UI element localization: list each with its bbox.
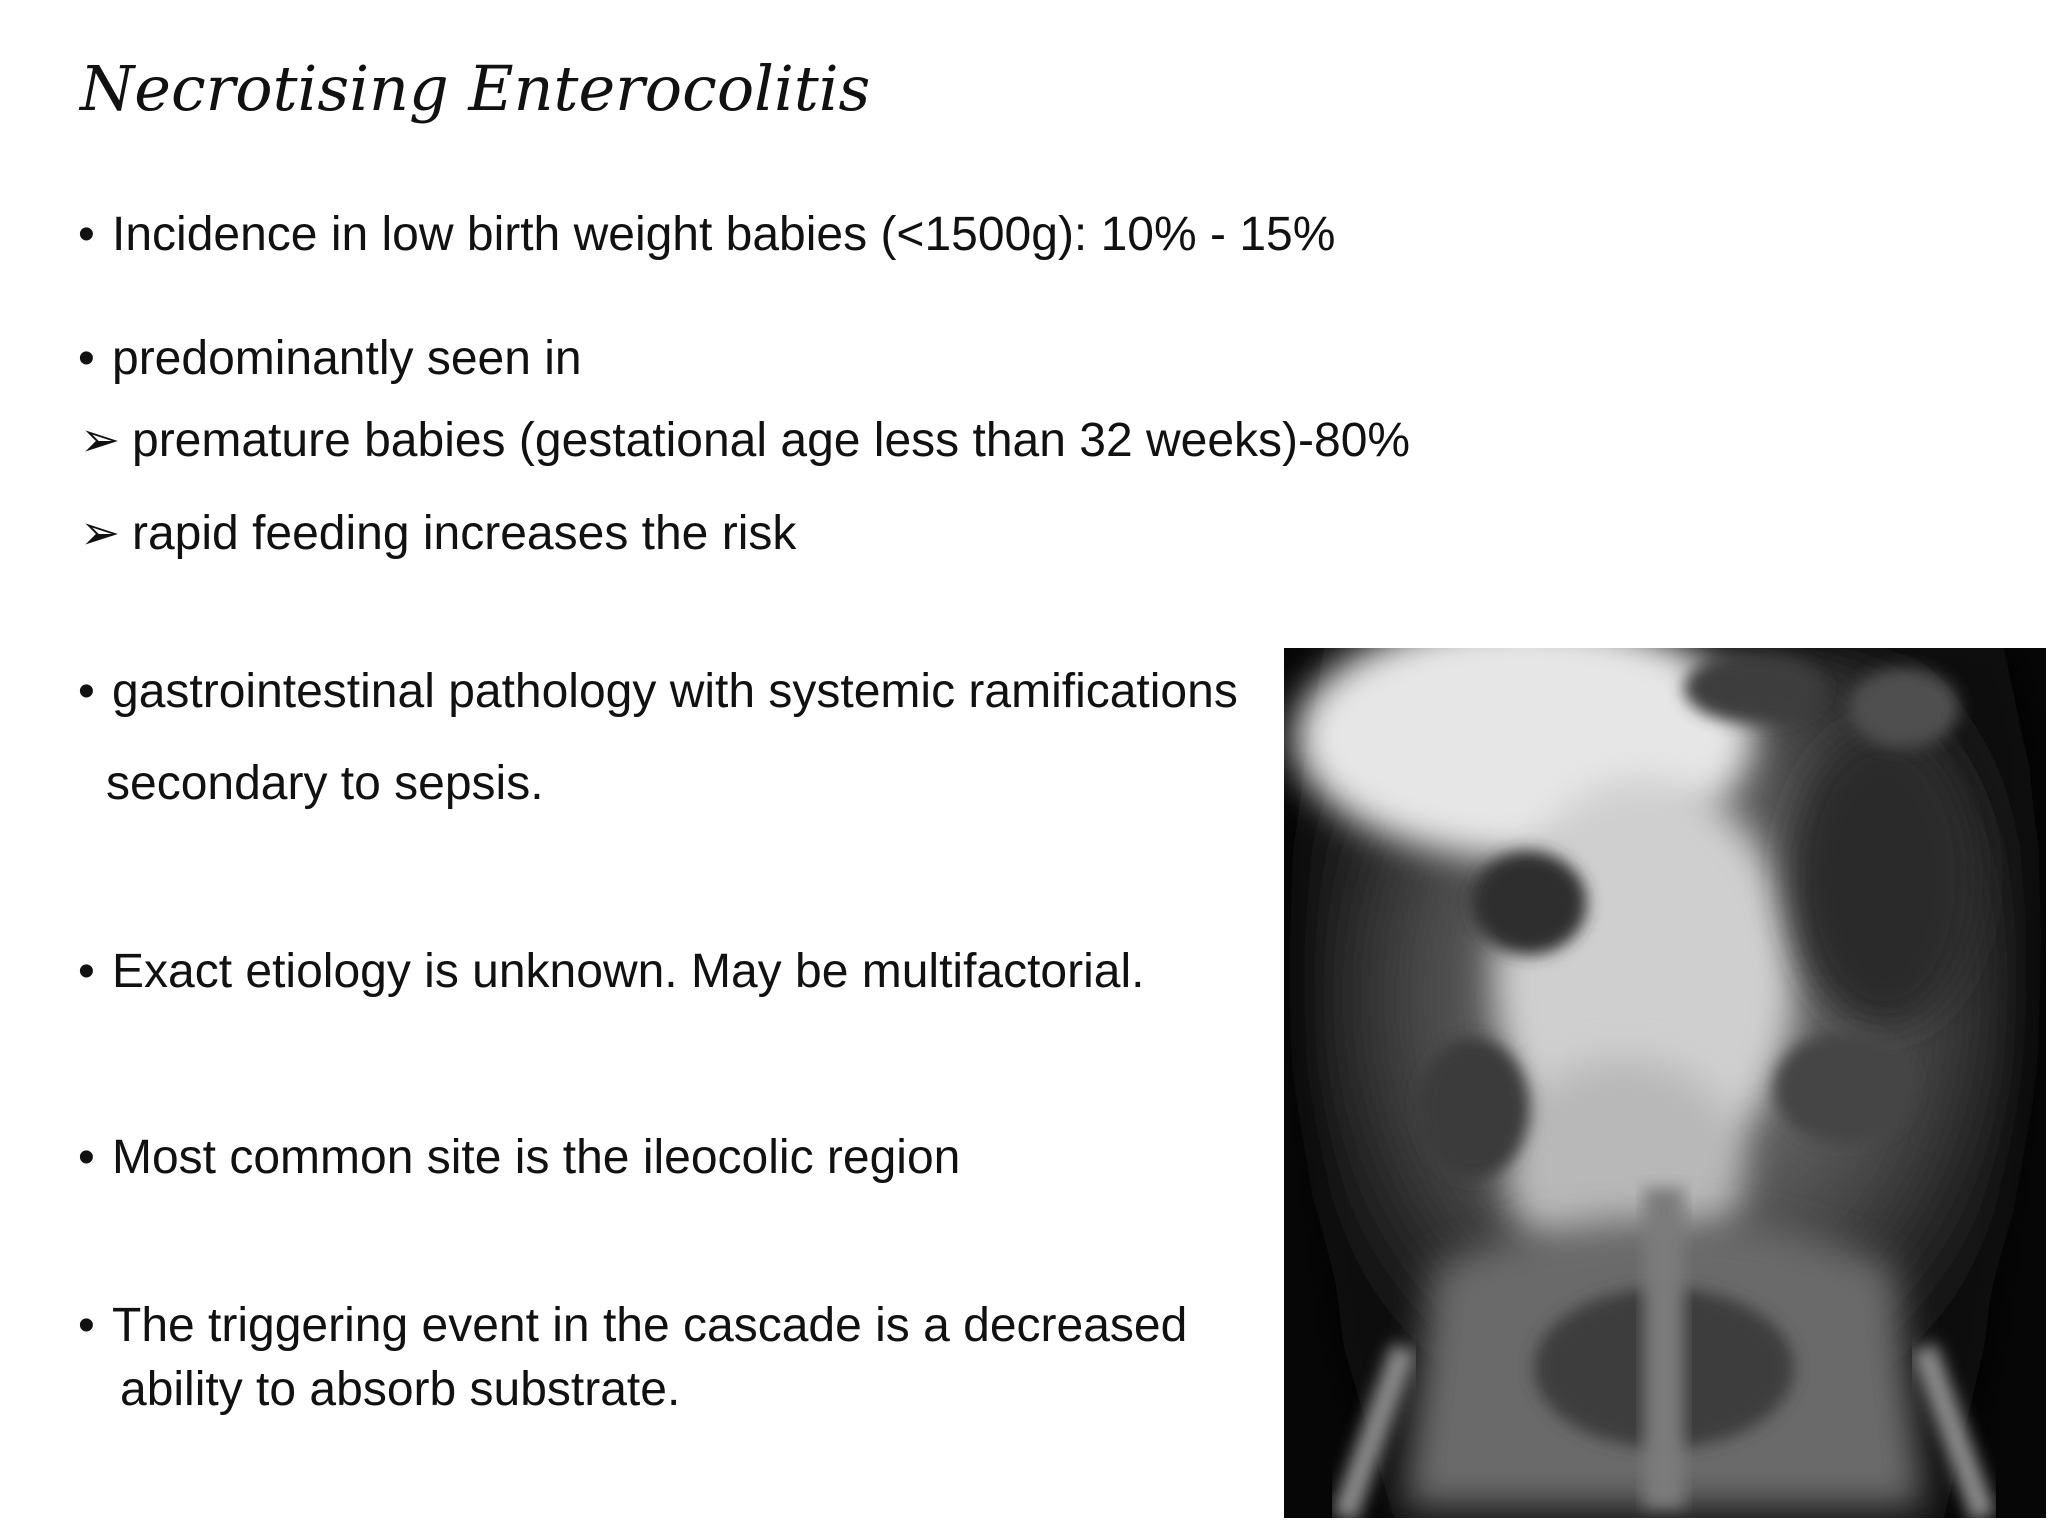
abdominal-xray-image	[1284, 648, 2046, 1518]
bullet-icon: •	[78, 208, 95, 261]
xray-gas-loop	[1774, 1033, 1914, 1143]
bullet-text: gastrointestinal pathology with systemic ramifications	[112, 665, 1238, 718]
bullet-item	[78, 664, 1238, 720]
bullet-icon: •	[78, 332, 95, 385]
bullet-icon: •	[78, 665, 95, 718]
bullet-continuation-text: secondary to sepsis.	[106, 757, 544, 810]
sub-bullet-item	[80, 413, 1410, 469]
bullet-text: The triggering event in the cascade is a decreased	[112, 1299, 1188, 1352]
bullet-continuation-text: ability to absorb substrate.	[120, 1363, 681, 1416]
bullet-text: Most common site is the ileocolic region	[112, 1131, 961, 1184]
xray-gas-loop	[1471, 851, 1587, 955]
bullet-item	[78, 1298, 1187, 1354]
bullet-item	[78, 944, 1144, 1000]
xray-gas-loop	[1849, 668, 1959, 748]
arrow-bullet-icon: ➢	[80, 507, 121, 560]
sub-bullet-item	[80, 506, 796, 562]
sub-bullet-text: rapid feeding increases the risk	[132, 507, 797, 560]
bullet-item	[78, 207, 1335, 263]
xray-gas-loop	[1684, 653, 1824, 723]
bullet-text: predominantly seen in	[112, 332, 582, 385]
bullet-text: Incidence in low birth weight babies (<1500g): 10% - 15%	[112, 208, 1336, 261]
xray-gas-loop	[1789, 728, 1979, 1028]
arrow-bullet-icon: ➢	[80, 414, 121, 467]
xray-gas-loop	[1419, 1038, 1529, 1178]
bullet-item	[78, 1130, 960, 1186]
xray-spine	[1644, 1188, 1684, 1508]
bullet-icon: •	[78, 1299, 95, 1352]
xray-illustration	[1284, 648, 2046, 1518]
sub-bullet-text: premature babies (gestational age less than 32 weeks)-80%	[132, 414, 1411, 467]
bullet-icon: •	[78, 1131, 95, 1184]
bullet-icon: •	[78, 945, 95, 998]
bullet-text: Exact etiology is unknown. May be multifactorial.	[112, 945, 1145, 998]
slide-title: Necrotising Enterocolitis	[80, 52, 871, 125]
bullet-item	[78, 331, 582, 387]
